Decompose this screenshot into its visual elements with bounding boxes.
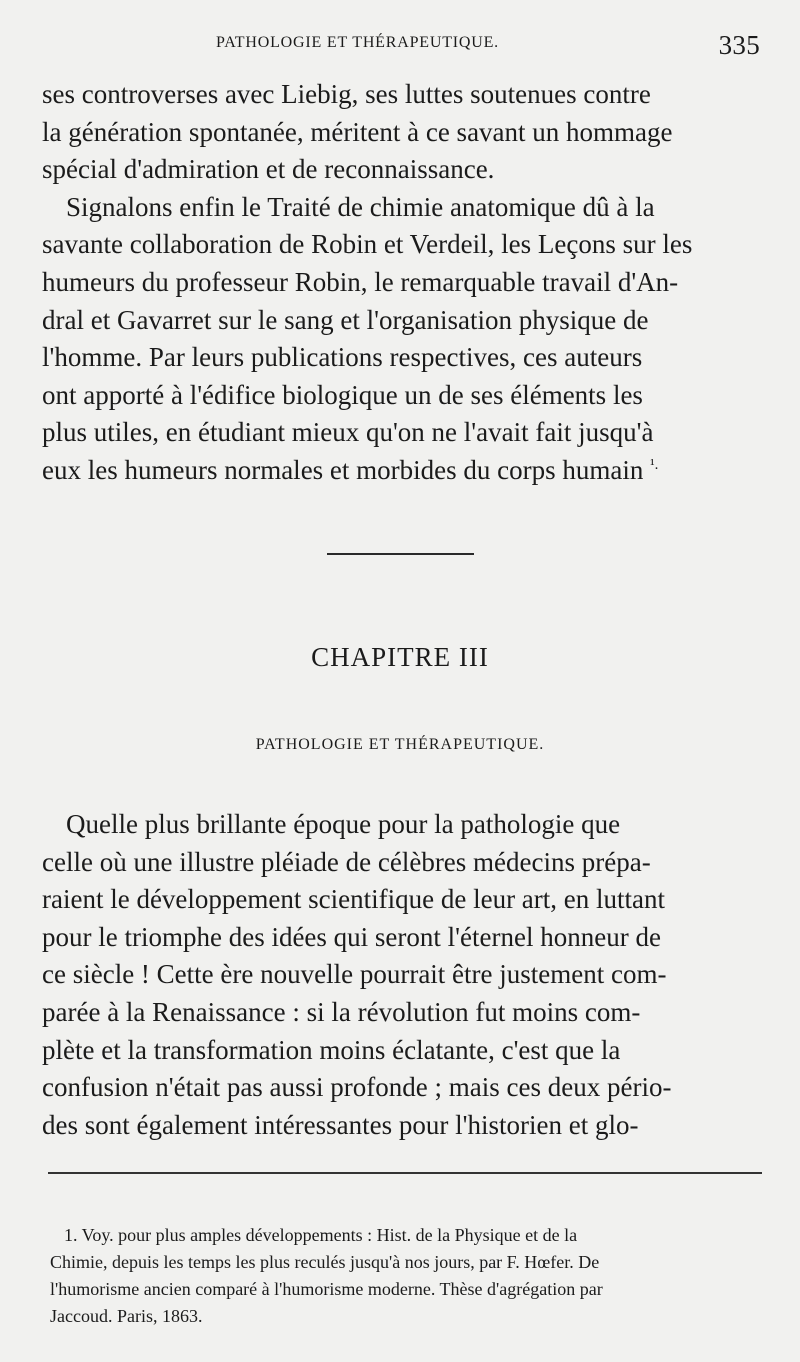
footnote-line: 1. Voy. pour plus amples développements : Hist. de la Physique et de la	[64, 1225, 578, 1245]
footnote-divider	[48, 1172, 762, 1174]
chapter-title: CHAPITRE III	[311, 642, 489, 672]
text-line: ont apporté à l'édifice biologique un de ses éléments les	[42, 379, 643, 410]
text-line: ses controverses avec Liebig, ses luttes soutenues contre	[42, 79, 651, 109]
footnote-block	[50, 1222, 760, 1330]
footnote-line: Chimie, depuis les temps les plus reculés jusqu'à nos jours, par F. Hœfer. De	[50, 1252, 600, 1272]
text-line: raient le développement scientifique de leur art, en luttant	[42, 884, 666, 915]
text-line: plus utiles, en étudiant mieux qu'on ne l'avait fait jusqu'à	[42, 417, 654, 448]
footnote-line: l'humorisme ancien comparé à l'humorisme moderne. Thèse d'agrégation par	[50, 1279, 603, 1299]
footnote-line: Jaccoud. Paris, 1863.	[50, 1306, 203, 1326]
text-line: la génération spontanée, méritent à ce savant un hommage	[42, 116, 673, 147]
text-line: ce siècle ! Cette ère nouvelle pourrait être justement com-	[42, 959, 667, 990]
text-line-content: eux les humeurs normales et morbides du corps humain	[42, 454, 644, 485]
text-line: spécial d'admiration et de reconnaissance.	[42, 154, 495, 185]
running-header	[40, 30, 760, 60]
page-number: 335	[718, 30, 760, 60]
text-line: Signalons enfin le Traité de chimie anatomique dû à la	[66, 191, 655, 222]
paragraph-2	[42, 806, 754, 1144]
text-line: dral et Gavarret sur le sang et l'organisation physique de	[42, 304, 649, 335]
footnote-mark: ¹.	[650, 456, 659, 473]
paragraph-1	[42, 76, 754, 490]
text-line: pour le triomphe des idées qui seront l'éternel honneur de	[42, 921, 661, 952]
text-line: Quelle plus brillante époque pour la pathologie que	[66, 809, 621, 839]
text-line-with-footnote-mark	[42, 452, 754, 490]
text-line: humeurs du professeur Robin, le remarquable travail d'An-	[42, 266, 679, 297]
section-divider	[327, 553, 474, 555]
chapter-subtitle: PATHOLOGIE ET THÉRAPEUTIQUE.	[255, 736, 545, 753]
text-line: plète et la transformation moins éclatante, c'est que la	[42, 1034, 621, 1065]
running-title: PATHOLOGIE ET THÉRAPEUTIQUE.	[216, 34, 499, 51]
text-line: celle où une illustre pléiade de célèbres médecins prépa-	[42, 846, 651, 877]
text-line: des sont également intéressantes pour l'historien et glo-	[42, 1109, 639, 1140]
text-line: parée à la Renaissance : si la révolution fut moins com-	[42, 996, 641, 1027]
text-line: confusion n'était pas aussi profonde ; mais ces deux pério-	[42, 1072, 672, 1103]
text-line: l'homme. Par leurs publications respectives, ces auteurs	[42, 342, 643, 373]
text-line: savante collaboration de Robin et Verdeil, les Leçons sur les	[42, 229, 693, 260]
